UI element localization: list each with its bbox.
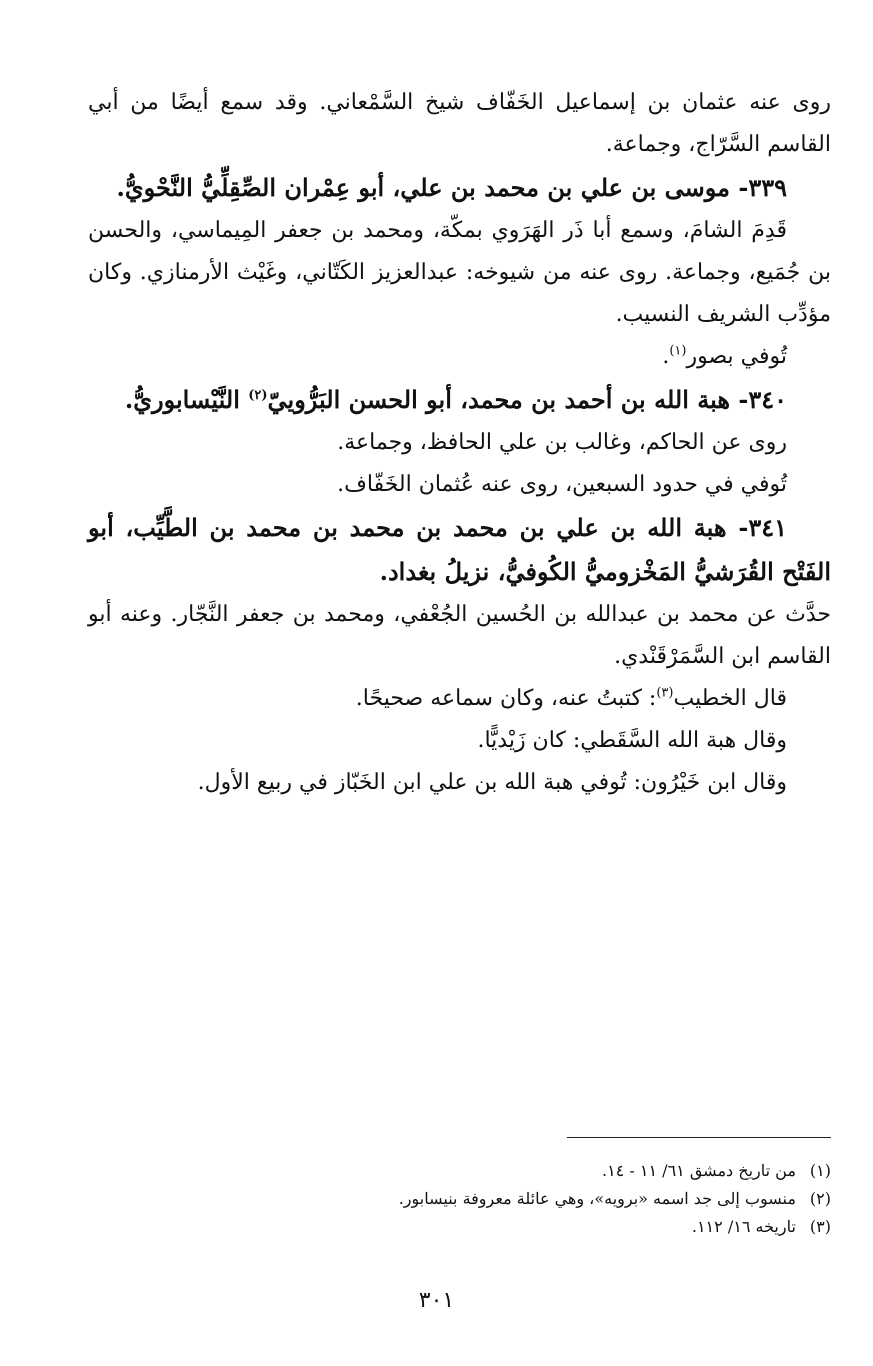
entry-number: ٣٤٠- (738, 385, 787, 414)
footnote-separator (567, 1137, 831, 1138)
entry-340-heading (88, 378, 831, 422)
footnote-2 (88, 1185, 831, 1213)
footnote-1 (88, 1157, 831, 1185)
footnote-ref-1[interactable]: (١) (669, 343, 687, 359)
entry-341-paragraph: حدَّث عن محمد بن عبدالله بن الحُسين الجُعْفي، ومحمد بن جعفر النَّجّار. وعنه أبو القاسم ابن السَّمَرْقَنْدي. (88, 602, 831, 669)
footnote-text: من تاريخ دمشق ٦١/ ١١ - ١٤. (602, 1161, 796, 1180)
entry-title-continued: النَّيْسابوريُّ. (124, 385, 240, 414)
footnote-ref-3[interactable]: (٣) (656, 685, 674, 701)
footnote-text: تاريخه ١٦/ ١١٢. (691, 1217, 796, 1236)
footnote-3 (88, 1213, 831, 1241)
main-text (88, 82, 831, 804)
entry-title: هبة الله بن علي بن محمد بن محمد بن محمد بن الطَّيِّب، أبو الفَتْح القُرَشيُّ المَخْزوميُّ الكُوفيُّ، نزيلُ بغداد. (88, 513, 831, 586)
footnote-text: منسوب إلى جد اسمه «برويه»، وهي عائلة معروفة بنيسابور. (398, 1189, 796, 1208)
entry-number: ٣٣٩- (738, 173, 787, 202)
entry-341-heading (88, 506, 831, 594)
entry-341-khatib-quote: قال الخطيب$^{(٣)}$: كتبتُ عنه، وكان سماعه صحيحًا. (355, 685, 787, 711)
entry-341-khayrun-quote: وقال ابن خَيْرُون: تُوفي هبة الله بن علي ابن الخَبّاز في ربيع الأول. (197, 770, 787, 795)
footnote-ref-2[interactable]: (٢) (248, 388, 268, 403)
entry-339-heading (88, 166, 831, 210)
entry-341-saqati-quote: وقال هبة الله السَّقَطي: كان زَيْديًّا. (477, 728, 787, 753)
entry-number: ٣٤١- (738, 513, 787, 542)
entry-title: هبة الله بن أحمد بن محمد، أبو الحسن البَرُّوييّ (267, 385, 730, 414)
entry-340-paragraph: روى عن الحاكم، وغالب بن علي الحافظ، وجماعة. (337, 430, 787, 455)
footnote-number: (٢) (809, 1189, 831, 1208)
footnote-number: (١) (809, 1161, 831, 1180)
continuation-paragraph: روى عنه عثمان بن إسماعيل الخَفّاف شيخ السَّمْعاني. وقد سمع أيضًا من أبي القاسم السَّرّاج، وجماعة. (88, 90, 831, 157)
footnotes (88, 1157, 831, 1241)
entry-title: موسى بن علي بن محمد بن علي، أبو عِمْران الصِّقِلِّيُّ النَّحْويُّ. (116, 173, 730, 202)
footnote-number: (٣) (809, 1217, 831, 1236)
entry-339-death: تُوفي بصور$^{(١)}$. (662, 343, 787, 369)
page-number: ٣٠١ (418, 1288, 455, 1313)
entry-339-paragraph: قَدِمَ الشامَ، وسمع أبا ذَر الهَرَوي بمكّة، ومحمد بن جعفر المِيماسي، والحسن بن جُمَيع، وجماعة. روى عنه من شيوخه: عبدالعزيز الكَتّاني، وغَيْث الأرمنازي. وكان مؤدِّب الشريف النسيب. (88, 218, 831, 327)
entry-340-death: تُوفي في حدود السبعين، روى عنه عُثمان الخَفّاف. (337, 472, 787, 497)
